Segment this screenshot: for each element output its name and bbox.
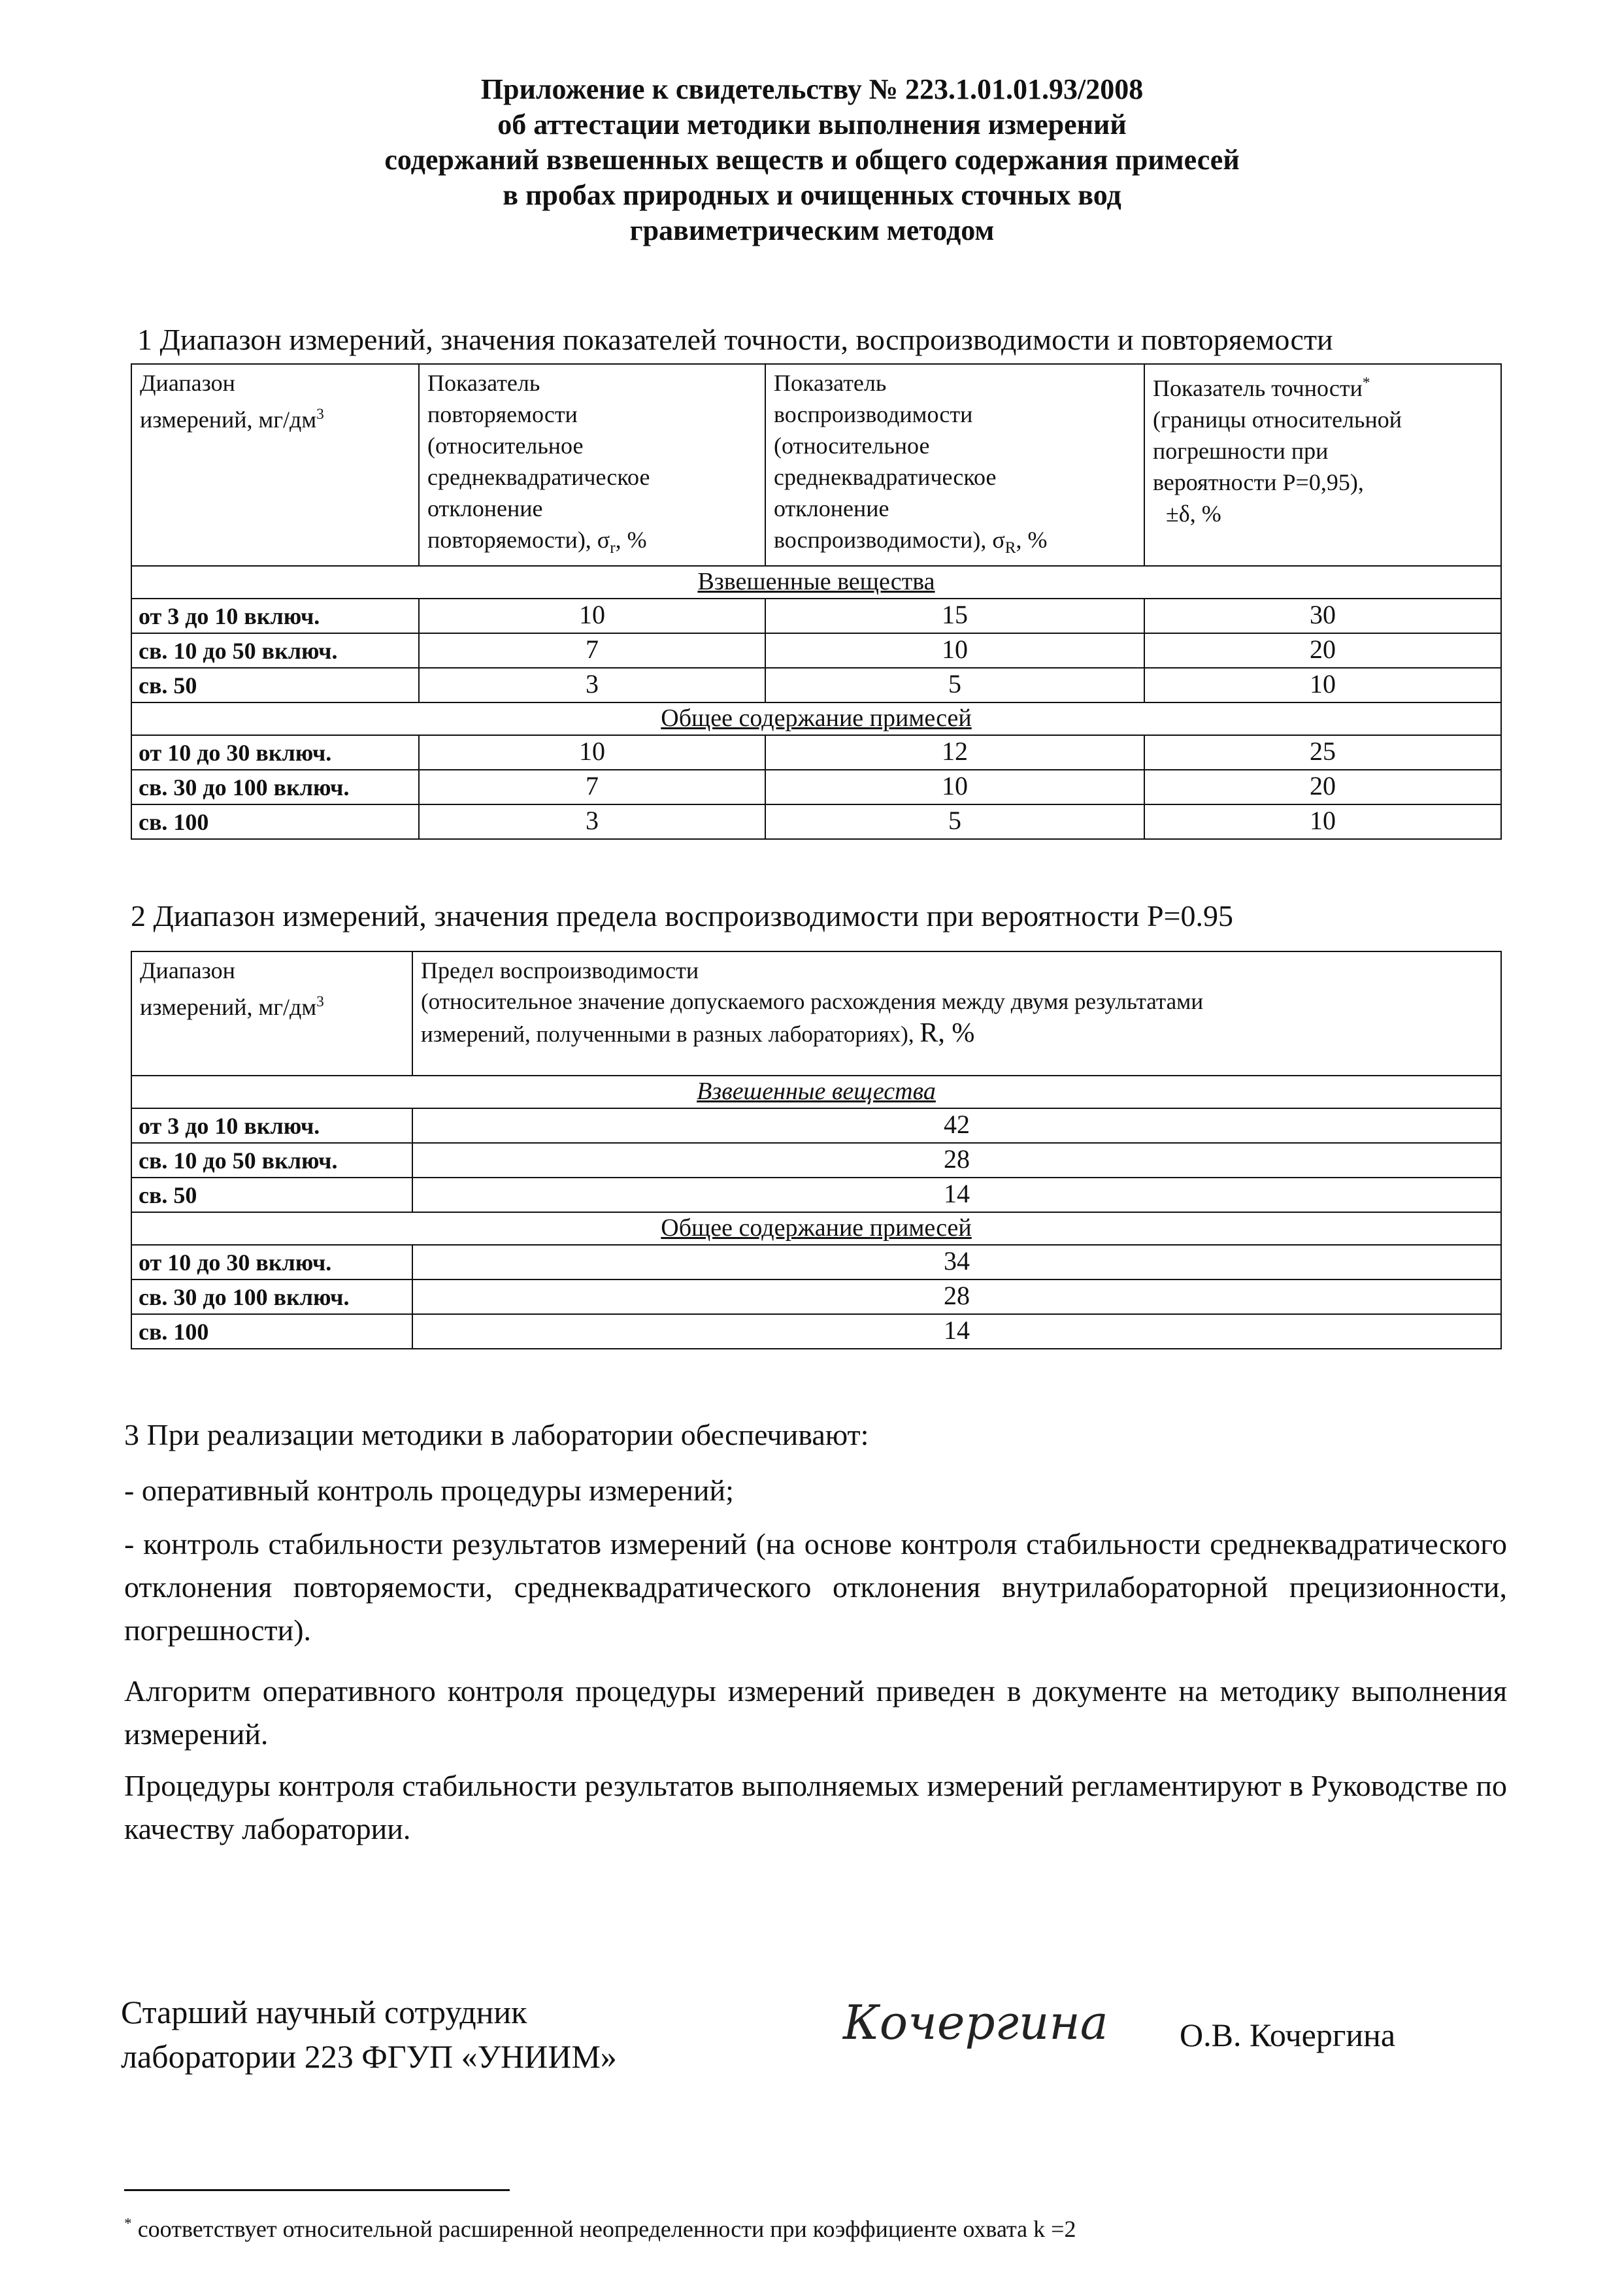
- section1-title: 1 Диапазон измерений, значения показателей точности, воспроизводимости и повторяемости: [137, 323, 1333, 356]
- group-label: Взвешенные вещества: [131, 566, 1501, 599]
- table-row: св. 100 3 5 10: [131, 804, 1501, 839]
- table-row: от 10 до 30 включ. 10 12 25: [131, 735, 1501, 770]
- table-row: от 3 до 10 включ. 42: [131, 1108, 1501, 1143]
- header-line-5: гравиметрическим методом: [629, 214, 995, 246]
- header-line-2: об аттестации методики выполнения измерений: [497, 108, 1127, 140]
- footnote: * соответствует относительной расширенной неопределенности при коэффициенте охвата k =2: [124, 2215, 1076, 2242]
- table-row: от 3 до 10 включ. 10 15 30: [131, 599, 1501, 633]
- header-line-3: содержаний взвешенных веществ и общего содержания примесей: [384, 144, 1240, 176]
- table-row: св. 100 14: [131, 1314, 1501, 1349]
- header-range: Диапазон измерений, $мг/дм^3$: [131, 951, 412, 1076]
- header-line-4: в пробах природных и очищенных сточных вод: [503, 179, 1121, 211]
- header-line-1: Приложение к свидетельству № 223.1.01.01.93/2008: [480, 73, 1144, 105]
- reproducibility-limit-table: [131, 951, 1502, 1349]
- table-row: св. 30 до 100 включ. 7 10 20: [131, 770, 1501, 804]
- header-limit: Предел воспроизводимости (относительное значение допускаемого расхождения между двумя результатами измерений, полученными в разных лабораториях), R, %: [412, 951, 1501, 1076]
- header-repeatability: Показатель повторяемости (относительное среднеквадратическое отклонение повторяемости), $\sigma_r$, %: [419, 364, 765, 566]
- table-row: св. 30 до 100 включ. 28: [131, 1280, 1501, 1314]
- signature-text: Кочергина: [843, 1995, 1108, 2050]
- handwritten-signature: [837, 1980, 1150, 2065]
- section2-title: 2 Диапазон измерений, значения предела воспроизводимости при вероятности P=0.95: [131, 899, 1233, 933]
- group-label: Общее содержание примесей: [131, 1212, 1501, 1245]
- table-header-row: [131, 951, 1501, 1076]
- group-row: [131, 702, 1501, 735]
- section3-paragraph-1: Алгоритм оперативного контроля процедуры измерений приведен в документе на методику выполнения измерений.: [124, 1674, 1507, 1751]
- section3-item-1: - оперативный контроль процедуры измерений;: [124, 1474, 734, 1507]
- group-label: Взвешенные вещества: [131, 1076, 1501, 1108]
- group-row: [131, 566, 1501, 599]
- header-range: Диапазон измерений, $мг/дм^3$: [131, 364, 419, 566]
- table-row: св. 10 до 50 включ. 7 10 20: [131, 633, 1501, 668]
- section3-paragraph-2: Процедуры контроля стабильности результатов выполняемых измерений регламентируют в Руководстве по качеству лаборатории.: [124, 1769, 1507, 1845]
- group-label: Общее содержание примесей: [131, 702, 1501, 735]
- document-header: [0, 72, 1624, 248]
- section3-title: 3 При реализации методики в лаборатории обеспечивают:: [124, 1418, 869, 1451]
- table-row: св. 10 до 50 включ. 28: [131, 1143, 1501, 1178]
- table-header-row: [131, 364, 1501, 566]
- signer-name: О.В. Кочергина: [1180, 2017, 1396, 2053]
- section3-item-2: - контроль стабильности результатов измерений (на основе контроля стабильности среднеквадратического отклонения повторяемости, среднеквадратического отклонения внутрилабораторной прецизионности, погрешности).: [124, 1527, 1507, 1647]
- group-row: [131, 1212, 1501, 1245]
- group-row: [131, 1076, 1501, 1108]
- table-row: от 10 до 30 включ. 34: [131, 1245, 1501, 1280]
- table-row: св. 50 3 5 10: [131, 668, 1501, 702]
- header-accuracy: Показатель точности* (границы относительной погрешности при вероятности P=0,95), ±δ, %: [1144, 364, 1501, 566]
- accuracy-table: [131, 363, 1502, 840]
- signer-position: Старший научный сотрудник лаборатории 223 ФГУП «УНИИМ»: [121, 1994, 617, 2075]
- table-row: св. 50 14: [131, 1178, 1501, 1212]
- header-reproducibility: Показатель воспроизводимости (относительное среднеквадратическое отклонение воспроизводимости), $\sigma_R$, %: [765, 364, 1144, 566]
- footnote-divider: [124, 2189, 510, 2191]
